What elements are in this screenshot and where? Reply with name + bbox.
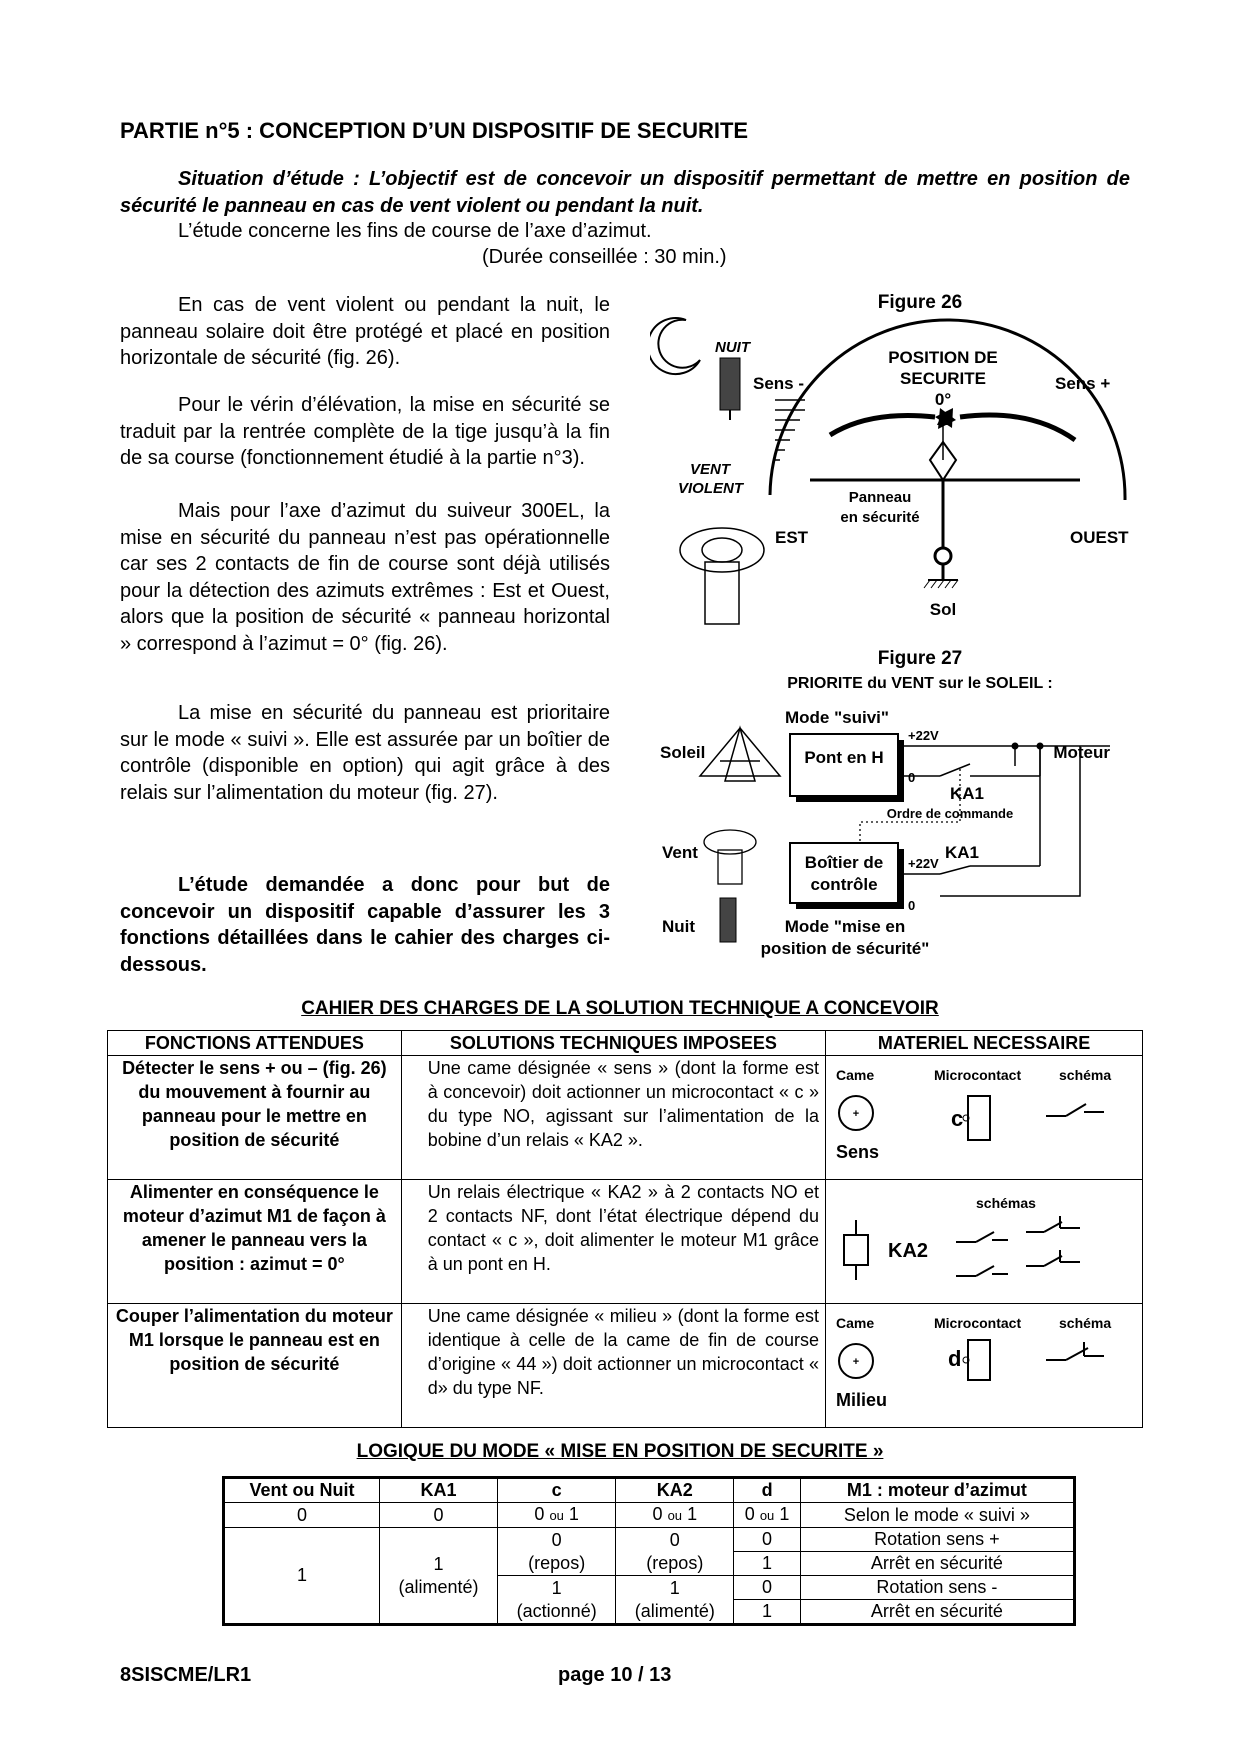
etude-text: L’étude concerne les fins de course de l’axe d’azimut. — [178, 220, 652, 242]
fig27-pont: Pont en H — [804, 748, 884, 767]
logic-cell: 0 ou 1 — [616, 1503, 734, 1528]
logic-d: 1 — [734, 1600, 800, 1625]
cdc-materiel-2 — [826, 1180, 1143, 1304]
mat-came-3: Came — [836, 1315, 875, 1331]
sun-sensor-icon — [700, 728, 780, 781]
fig26-panneau: Panneau — [848, 489, 912, 506]
logic-header: KA1 — [379, 1478, 497, 1503]
svg-text:+: + — [852, 1108, 860, 1120]
fig27-ordre: Ordre de commande — [886, 806, 1014, 821]
fig27-boitier-2: contrôle — [810, 875, 878, 894]
footer-code: 8SISCME/LR1 — [120, 1664, 252, 1686]
figure-26-title: Figure 26 — [877, 292, 963, 313]
logic-m1: Rotation sens + — [800, 1528, 1074, 1552]
fig26-violent: VIOLENT — [678, 480, 744, 497]
logic-ka1-1: 1 (alimenté) — [379, 1528, 497, 1625]
paragraph-1: En cas de vent violent ou pendant la nuit, le panneau solaire doit être protégé et placé en position horizontale de sécurité (fig. 26). — [120, 294, 610, 370]
cdc-solution: Un relais électrique « KA2 » à 2 contacts NO et 2 contacts NF, dont l’état électrique dépend du contact « c », doit alimenter le moteur M1 grâce à un pont en H. — [401, 1180, 825, 1304]
fig26-sens-plus: Sens + — [1055, 374, 1111, 393]
fig26-position-1: POSITION DE — [888, 348, 998, 367]
cdc-header: MATERIEL NECESSAIRE — [826, 1031, 1143, 1056]
logic-title: LOGIQUE DU MODE « MISE EN POSITION DE SECURITE » — [356, 1441, 884, 1462]
fig27-nuit: Nuit — [662, 917, 696, 936]
cdc-materiel-1 — [826, 1056, 1143, 1180]
mat-micro: Microcontact — [934, 1067, 1022, 1083]
paragraph-3: Mais pour l’axe d’azimut du suiveur 300EL, la mise en sécurité du panneau n’est pas opérationnelle car ses 2 contacts de fin de course sont déjà utilisés pour la détection des azimuts extrêmes : Est et Ouest, alors que la position de sécurité « panneau horizontal » correspond à l’azimut = 0° (fig. 26). — [120, 500, 610, 655]
boitier-box — [790, 843, 898, 903]
fig27-boitier-1: Boîtier de — [804, 853, 884, 872]
mat-label-3: Milieu — [836, 1390, 888, 1410]
logic-header: d — [734, 1478, 800, 1503]
figure-26 — [650, 290, 1140, 630]
relay-coil-icon — [844, 1235, 868, 1265]
fig27-zero-a: 0 — [908, 770, 916, 785]
svg-text:+: + — [852, 1356, 860, 1368]
footer-page: page 10 / 13 — [558, 1664, 672, 1686]
logic-m1: Rotation sens - — [800, 1576, 1074, 1600]
fig27-zero-b: 0 — [908, 898, 916, 913]
fig27-ka1-a: KA1 — [950, 784, 985, 803]
fig26-position-2: SECURITE — [900, 369, 986, 388]
logic-header: M1 : moteur d’azimut — [800, 1478, 1074, 1503]
logic-cell: 0 — [224, 1503, 380, 1528]
logic-d: 1 — [734, 1552, 800, 1576]
paragraph-4: La mise en sécurité du panneau est prioritaire sur le mode « suivi ». Elle est assurée par un boîtier de contrôle (disponible en option) qui agit grâce à des relais sur l’alimentation du moteur (fig. 27). — [120, 702, 610, 804]
logic-cell: Selon le mode « suivi » — [800, 1503, 1074, 1528]
materiel-ka2-svg — [826, 1180, 1126, 1298]
logic-cell: 0 — [379, 1503, 497, 1528]
night-sensor-small-icon — [720, 898, 736, 942]
mat-schema-3: schéma — [1059, 1315, 1112, 1331]
moon-icon — [650, 318, 700, 374]
fig26-en-securite: en sécurité — [840, 509, 920, 526]
mat-letter: c — [951, 1106, 964, 1131]
anemometer-icon — [680, 528, 764, 624]
figure-27-subtitle: PRIORITE du VENT sur le SOLEIL : — [787, 675, 1053, 692]
situation-text: Situation d’étude : L’objectif est de concevoir un dispositif permettant de mettre en position de sécurité le panneau en cas de vent violent ou pendant la nuit. — [120, 168, 1130, 217]
logic-m1: Arrêt en sécurité — [800, 1552, 1074, 1576]
cdc-fonction: Alimenter en conséquence le moteur d’azimut M1 de façon à amener le panneau vers la position : azimut = 0° — [108, 1180, 402, 1304]
logic-d: 0 — [734, 1576, 800, 1600]
fig27-moteur: Moteur — [1053, 743, 1110, 762]
fig26-zero: 0° — [934, 390, 952, 409]
fig27-soleil: Soleil — [660, 743, 706, 762]
logic-m1: Arrêt en sécurité — [800, 1600, 1074, 1625]
figure-27-title: Figure 27 — [877, 648, 963, 669]
logic-cell: 0 ou 1 — [498, 1503, 616, 1528]
cdc-title: CAHIER DES CHARGES DE LA SOLUTION TECHNIQUE A CONCEVOIR — [301, 998, 939, 1019]
relay-contacts-icon — [956, 1216, 1080, 1276]
mat-letter-3: d — [948, 1346, 962, 1371]
logic-ka2-1: 1 (alimenté) — [616, 1576, 734, 1625]
fig27-v22b: +22V — [908, 856, 939, 871]
page-title: PARTIE n°5 : CONCEPTION D’UN DISPOSITIF DE SECURITE — [120, 118, 749, 143]
night-sensor-icon — [720, 358, 740, 410]
mat-schemas: schémas — [976, 1195, 1036, 1211]
wind-sensor-icon — [704, 830, 756, 884]
fig26-nuit: NUIT — [715, 339, 750, 356]
cdc-fonction: Couper l’alimentation du moteur M1 lorsque le panneau est en position de sécurité — [108, 1304, 402, 1428]
fig26-est: EST — [775, 528, 809, 547]
mat-schema: schéma — [1059, 1067, 1112, 1083]
fig27-mode-mise-2: position de sécurité" — [760, 939, 930, 958]
logic-table — [222, 1476, 1076, 1626]
materiel-milieu-svg — [826, 1304, 1126, 1422]
cdc-solution: Une came désignée « sens » (dont la forme est à concevoir) doit actionner un microcontact « c » du type NO, agissant sur l’alimentation de la bobine d’un relais « KA2 ». — [401, 1056, 825, 1180]
fig26-ouest: OUEST — [1070, 528, 1129, 547]
microcontact-d-icon — [968, 1340, 990, 1380]
cdc-header: FONCTIONS ATTENDUES — [108, 1031, 402, 1056]
fig27-mode-mise-1: Mode "mise en — [784, 917, 906, 936]
duree-text: (Durée conseillée : 30 min.) — [482, 246, 727, 268]
fig27-ka1-b: KA1 — [945, 843, 980, 862]
fig26-vent: VENT — [690, 461, 731, 478]
mat-micro-3: Microcontact — [934, 1315, 1022, 1331]
figure-27 — [650, 646, 1140, 976]
cdc-header: SOLUTIONS TECHNIQUES IMPOSEES — [401, 1031, 825, 1056]
fig27-mode-suivi: Mode "suivi" — [785, 708, 889, 727]
cdc-fonction: Détecter le sens + ou – (fig. 26) du mouvement à fournir au panneau pour le mettre en position de sécurité — [108, 1056, 402, 1180]
logic-ka2-0: 0 (repos) — [616, 1528, 734, 1576]
logic-d: 0 — [734, 1528, 800, 1552]
paragraph-2: Pour le vérin d’élévation, la mise en sécurité se traduit par la rentrée complète de la tige jusqu’à la fin de sa course (fonctionnement étudié à la partie n°3). — [120, 394, 610, 470]
logic-header: KA2 — [616, 1478, 734, 1503]
logic-header: c — [498, 1478, 616, 1503]
fig26-sol: Sol — [929, 600, 957, 619]
fig27-v22a: +22V — [908, 728, 939, 743]
logic-header: Vent ou Nuit — [224, 1478, 380, 1503]
mat-ka2: KA2 — [888, 1240, 929, 1262]
microcontact-icon — [968, 1096, 990, 1140]
fig26-sens-minus: Sens - — [753, 374, 805, 393]
mat-came: Came — [836, 1067, 875, 1083]
logic-c-1: 1 (actionné) — [498, 1576, 616, 1625]
logic-cell: 0 ou 1 — [734, 1503, 800, 1528]
cdc-materiel-3 — [826, 1304, 1143, 1428]
cdc-table — [107, 1030, 1143, 1428]
logic-c-0: 0 (repos) — [498, 1528, 616, 1576]
cdc-solution: Une came désignée « milieu » (dont la forme est identique à celle de la came de fin de course d’origine « 44 ») doit actionner un microcontact « d» du type NF. — [401, 1304, 825, 1428]
paragraph-5: L’étude demandée a donc pour but de concevoir un dispositif capable d’assurer les 3 fonctions détaillées dans le cahier des charges ci-dessous. — [120, 874, 610, 976]
wind-arrows — [775, 400, 805, 460]
mat-label: Sens — [836, 1142, 880, 1162]
fig27-vent: Vent — [662, 843, 698, 862]
logic-vent-1: 1 — [224, 1528, 380, 1625]
materiel-sens-svg — [826, 1056, 1126, 1174]
